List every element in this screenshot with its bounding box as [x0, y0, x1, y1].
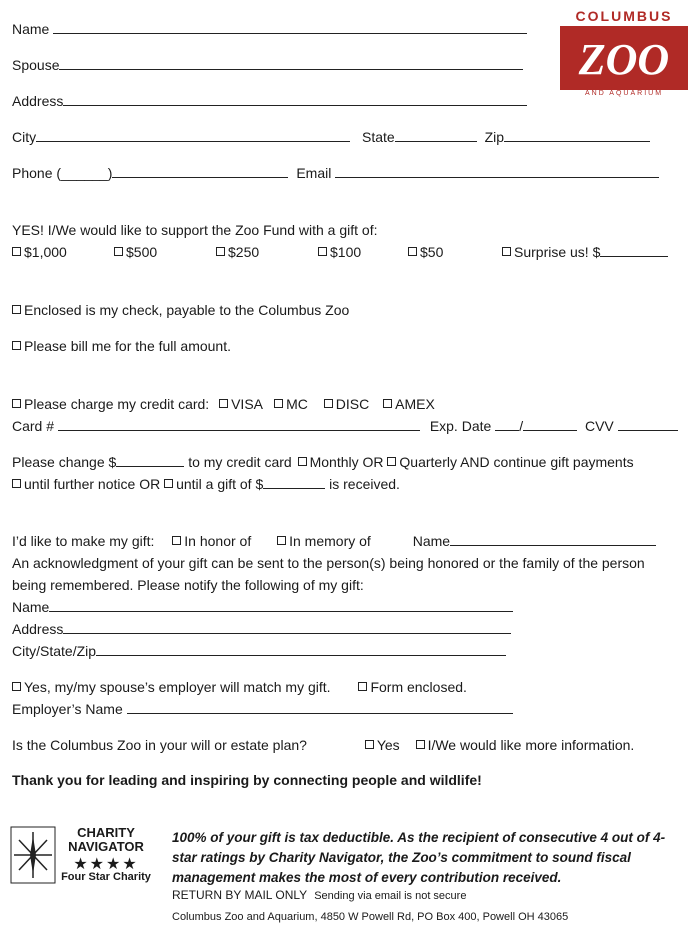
card-mc[interactable]: MC: [274, 396, 308, 412]
compass-icon: [10, 826, 56, 884]
name-row: [12, 20, 527, 38]
address-row: [12, 92, 527, 110]
charity-navigator-text: [56, 826, 156, 854]
charge-label: Please charge my credit card:: [24, 396, 210, 412]
state-label: State: [362, 129, 395, 145]
recurring-amount-field[interactable]: [116, 454, 184, 467]
mail-note: Sending via email is not secure: [314, 890, 467, 902]
zip-label: Zip: [484, 129, 505, 145]
checkbox[interactable]: [298, 457, 307, 466]
checkbox[interactable]: [172, 536, 181, 545]
checkbox[interactable]: [12, 247, 21, 256]
checkbox[interactable]: [274, 399, 283, 408]
notify-address-label: Address: [12, 621, 64, 637]
spouse-label: Spouse: [12, 57, 60, 73]
gift-option-50[interactable]: $50: [408, 243, 443, 261]
thanks-text: Thank you for leading and inspiring by connecting people and wildlife!: [12, 772, 482, 788]
address-field[interactable]: [63, 93, 527, 106]
four-stars-icon: ★★★★: [73, 856, 139, 873]
tax-deductible-note: 100% of your gift is tax deductible. As the recipient of consecutive 4 out of 4-star ratings by Charity Navigator, the Zoo’s commitment to sound fiscal management makes the most of every contribution received.: [172, 830, 666, 885]
state-field[interactable]: [395, 129, 477, 142]
name-field[interactable]: [53, 21, 527, 34]
checkbox[interactable]: [387, 457, 396, 466]
surprise-amount-field[interactable]: [600, 244, 668, 257]
logo-main-text: ZOO: [578, 35, 670, 84]
checkbox[interactable]: [216, 247, 225, 256]
notify-address-field[interactable]: [63, 621, 511, 634]
checkbox[interactable]: [12, 682, 21, 691]
city-row: [12, 128, 650, 146]
phone-field[interactable]: [112, 165, 288, 178]
checkbox[interactable]: [114, 247, 123, 256]
gift-option-surprise[interactable]: Surprise us! $: [502, 243, 668, 261]
gift-option-100[interactable]: $100: [318, 243, 361, 261]
checkbox[interactable]: [416, 740, 425, 749]
city-field[interactable]: [36, 129, 350, 142]
recurring-row-1: [12, 453, 634, 471]
gift-option-250[interactable]: $250: [216, 243, 259, 261]
gift-option-1000[interactable]: $1,000: [12, 243, 67, 261]
honor-option[interactable]: In honor of: [172, 533, 251, 549]
card-number-label: Card #: [12, 418, 55, 434]
card-visa[interactable]: VISA: [219, 396, 262, 412]
checkbox[interactable]: [358, 682, 367, 691]
or-label: OR: [362, 454, 384, 470]
checkbox[interactable]: [219, 399, 228, 408]
match-option[interactable]: Yes, my/my spouse’s employer will match my gift.: [12, 679, 331, 695]
employer-field[interactable]: [127, 701, 513, 714]
exp-slash: /: [519, 418, 524, 434]
email-label: Email: [296, 165, 332, 181]
received-label: is received.: [329, 476, 400, 492]
employer-label: Employer’s Name: [12, 701, 123, 717]
cvv-label: CVV: [584, 418, 614, 434]
city-label: City: [12, 129, 37, 145]
notify-name-label: Name: [12, 599, 50, 615]
ack-text-1: An acknowledgment of your gift can be sent to the person(s) being honored or the family of the person: [12, 555, 645, 571]
form-enclosed-option[interactable]: Form enclosed.: [358, 679, 466, 695]
checkbox[interactable]: [318, 247, 327, 256]
exp-label: Exp. Date: [429, 418, 492, 434]
notify-name-row: [12, 598, 513, 616]
exp-month-field[interactable]: [495, 418, 519, 431]
estate-question: Is the Columbus Zoo in your will or estate plan?: [12, 737, 307, 753]
columbus-zoo-logo: [556, 8, 692, 104]
notify-name-field[interactable]: [49, 599, 513, 612]
more-info-option[interactable]: I/We would like more information.: [416, 737, 635, 753]
memory-option[interactable]: In memory of: [277, 533, 371, 549]
notify-address-row: [12, 620, 511, 638]
checkbox[interactable]: [164, 479, 173, 488]
checkbox[interactable]: [383, 399, 392, 408]
charity-navigator-badge: [10, 825, 158, 883]
gift-intro: YES! I/We would like to support the Zoo Fund with a gift of:: [12, 222, 378, 238]
tribute-row: [12, 532, 656, 550]
recurring-row-2: [12, 475, 400, 493]
ack-text-2: being remembered. Please notify the following of my gift:: [12, 577, 364, 593]
mail-only-label: RETURN BY MAIL ONLY: [172, 888, 308, 902]
gift-option-500[interactable]: $500: [114, 243, 157, 261]
checkbox[interactable]: [408, 247, 417, 256]
charity-line-2: NAVIGATOR: [68, 839, 144, 854]
mailing-address: Columbus Zoo and Aquarium, 4850 W Powell Rd, PO Box 400, Powell OH 43065: [172, 911, 569, 923]
spouse-row: [12, 56, 523, 74]
card-amex[interactable]: AMEX: [383, 396, 435, 412]
notify-csz-label: City/State/Zip: [12, 643, 97, 659]
estate-yes-option[interactable]: Yes: [365, 737, 400, 753]
recurring-label-2: to my credit card: [188, 454, 292, 470]
tribute-label: I’d like to make my gift:: [12, 533, 155, 549]
checkbox[interactable]: [277, 536, 286, 545]
exp-year-field[interactable]: [523, 418, 577, 431]
address-label: Address: [12, 93, 64, 109]
card-disc[interactable]: DISC: [324, 396, 369, 412]
monthly-option[interactable]: Monthly: [298, 454, 359, 470]
tribute-name-label: Name: [412, 533, 451, 549]
logo-sub-text: AND AQUARIUM: [584, 90, 664, 97]
checkbox[interactable]: [12, 479, 21, 488]
mail-row: [172, 888, 466, 903]
charge-row: [12, 395, 435, 413]
name-label: Name: [12, 21, 50, 37]
estate-row: [12, 736, 634, 754]
phone-row: [12, 164, 659, 182]
employer-row: [12, 700, 513, 718]
logo-mark: [560, 26, 688, 90]
checkbox[interactable]: [12, 399, 21, 408]
card-row: [12, 417, 678, 435]
checkbox[interactable]: [502, 247, 511, 256]
tribute-name-field[interactable]: [450, 533, 656, 546]
card-number-field[interactable]: [58, 418, 420, 431]
or-label: OR: [139, 476, 161, 492]
until-gift-option[interactable]: until a gift of $: [164, 476, 263, 492]
notify-csz-field[interactable]: [96, 643, 506, 656]
recurring-label: Please change $: [12, 454, 117, 470]
four-star-charity-label: Four Star Charity: [61, 871, 151, 883]
match-row: [12, 678, 467, 696]
quarterly-option[interactable]: Quarterly AND continue gift payments: [387, 454, 633, 470]
checkbox[interactable]: [12, 341, 21, 350]
check-option[interactable]: Enclosed is my check, payable to the Columbus Zoo: [12, 301, 349, 319]
zip-field[interactable]: [504, 129, 650, 142]
checkbox[interactable]: [365, 740, 374, 749]
phone-label: Phone (______): [12, 165, 113, 181]
checkbox[interactable]: [324, 399, 333, 408]
cvv-field[interactable]: [618, 418, 678, 431]
logo-top-text: COLUMBUS: [575, 8, 673, 24]
charity-line-1: CHARITY: [77, 825, 135, 840]
until-notice-option[interactable]: until further notice: [12, 476, 135, 492]
email-field[interactable]: [335, 165, 659, 178]
spouse-field[interactable]: [59, 57, 523, 70]
checkbox[interactable]: [12, 305, 21, 314]
notify-csz-row: [12, 642, 506, 660]
bill-option[interactable]: Please bill me for the full amount.: [12, 337, 231, 355]
until-gift-amount-field[interactable]: [263, 476, 325, 489]
